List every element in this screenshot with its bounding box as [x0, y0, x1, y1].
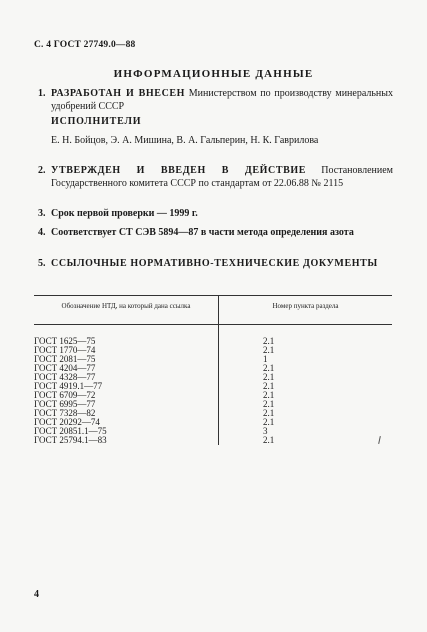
- item-developed: [38, 87, 393, 113]
- references-table: [34, 295, 392, 445]
- clause-number: 3: [263, 426, 268, 436]
- clause-number: 1: [263, 354, 268, 364]
- item-lead: РАЗРАБОТАН И ВНЕСЕН: [51, 88, 186, 99]
- page-header: С. 4 ГОСТ 27749.0—88: [34, 40, 136, 50]
- item-text: Постановлением Государственного комитета СССР по стандартам от 22.06.88 № 2115: [51, 165, 393, 189]
- document-designation: ГОСТ 20292—74: [34, 418, 219, 427]
- clause-number: 2.1: [263, 408, 275, 418]
- executors-heading: [51, 115, 393, 128]
- item-text: Срок первой проверки — 1999 г.: [51, 208, 198, 219]
- column-header-clause: Номер пункта раздела: [272, 302, 339, 310]
- column-header-document: Обозначение НТД, на который дана ссылка: [34, 296, 219, 325]
- document-designation: ГОСТ 1625—75: [34, 325, 219, 347]
- document-designation: ГОСТ 6995—77: [34, 400, 219, 409]
- clause-number: 2.1: [263, 399, 275, 409]
- clause-number: 2.1: [263, 435, 275, 445]
- executors-names: Е. Н. Бойцов, Э. А. Мишина, В. А. Гальперин, Н. К. Гаврилова: [51, 135, 319, 146]
- table-header-row: [34, 296, 392, 325]
- clause-number: 2.1: [263, 390, 275, 400]
- page-number: 4: [34, 589, 39, 600]
- item-review-date: [38, 207, 393, 220]
- clause-number: 2.1: [263, 345, 275, 355]
- item-conformity: [38, 226, 393, 239]
- clause-number: 2.1: [263, 381, 275, 391]
- item-lead: УТВЕРЖДЕН И ВВЕДЕН В ДЕЙСТВИЕ: [51, 165, 307, 176]
- document-designation: ГОСТ 4919.1—77: [34, 382, 219, 391]
- document-designation: ГОСТ 4204—77: [34, 364, 219, 373]
- table-body: [34, 325, 392, 446]
- document-designation: ГОСТ 6709—72: [34, 391, 219, 400]
- document-designation: ГОСТ 2081—75: [34, 355, 219, 364]
- item-number: 4.: [38, 227, 46, 238]
- item-number: 1.: [38, 88, 46, 99]
- clause-number: 2.1: [263, 372, 275, 382]
- table-row: [34, 436, 392, 445]
- item-number: 2.: [38, 165, 46, 176]
- item-lead: ССЫЛОЧНЫЕ НОРМАТИВНО-ТЕХНИЧЕСКИЕ ДОКУМЕНТЫ: [51, 258, 378, 269]
- item-approved: [38, 164, 393, 190]
- clause-number: 2.1: [263, 363, 275, 373]
- table-row: [34, 325, 392, 347]
- executors-heading-text: ИСПОЛНИТЕЛИ: [51, 116, 142, 127]
- clause-number: 2.1: [263, 336, 275, 346]
- item-text: Министерством по производству минеральных удобрений СССР: [51, 88, 393, 112]
- document-designation: ГОСТ 4328—77: [34, 373, 219, 382]
- document-designation: ГОСТ 1770—74: [34, 346, 219, 355]
- document-designation: ГОСТ 7328—82: [34, 409, 219, 418]
- document-designation: ГОСТ 25794.1—83: [34, 436, 219, 445]
- item-number: 5.: [38, 258, 46, 269]
- section-title: ИНФОРМАЦИОННЫЕ ДАННЫЕ: [113, 68, 314, 80]
- item-references: [38, 257, 393, 270]
- item-number: 3.: [38, 208, 46, 219]
- clause-number: 2.1: [263, 417, 275, 427]
- document-designation: ГОСТ 20851.1—75: [34, 427, 219, 436]
- item-text: Соответствует СТ СЭВ 5894—87 в части метода определения азота: [51, 227, 354, 238]
